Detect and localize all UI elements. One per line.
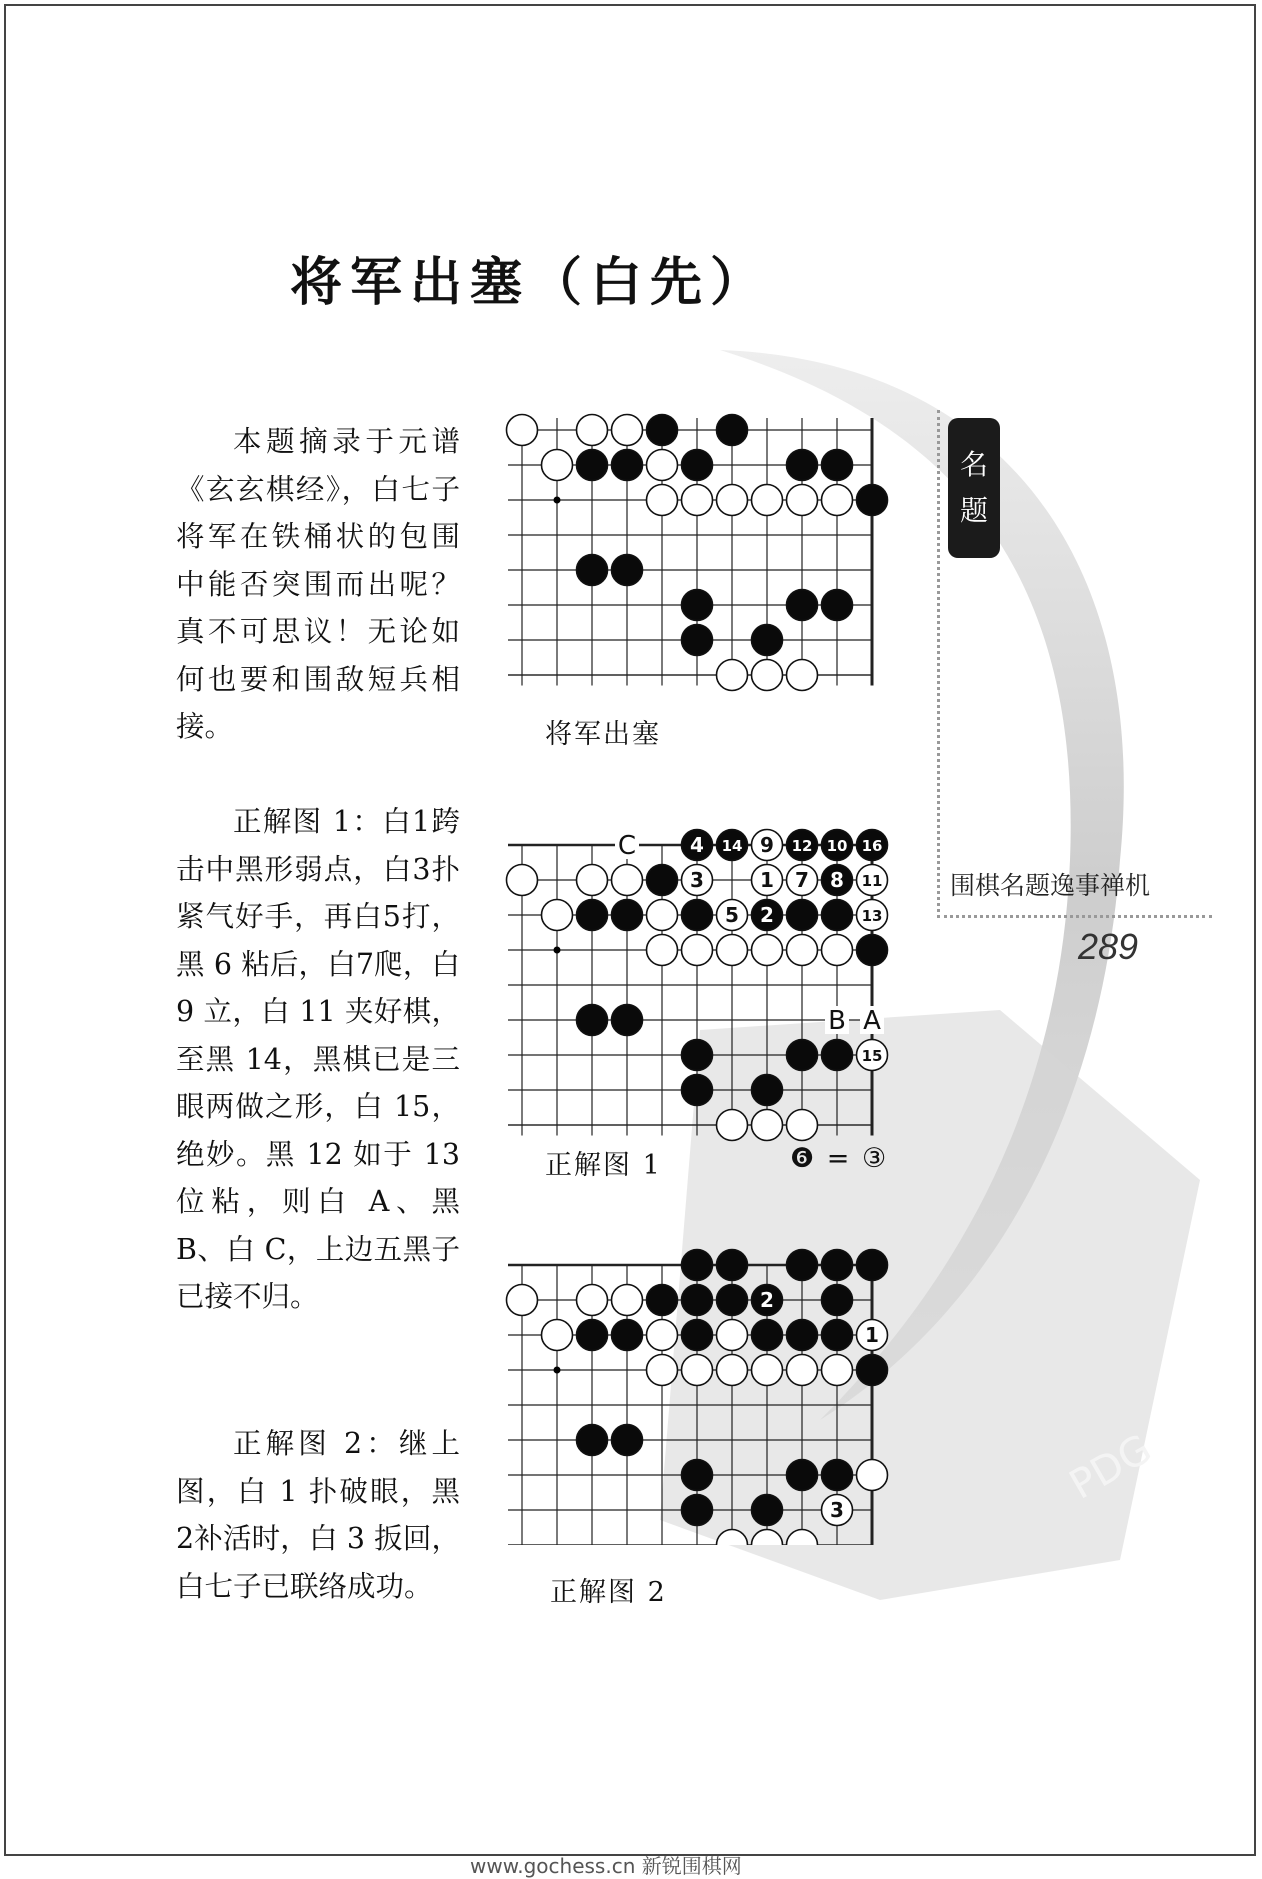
white-stone: [542, 450, 573, 481]
white-stone-numbered: [787, 865, 818, 896]
white-stone: [787, 1355, 818, 1386]
white-stone-numbered: [682, 865, 713, 896]
stone-number: 15: [861, 1047, 883, 1065]
white-stone: [717, 1530, 748, 1546]
white-stone: [717, 485, 748, 516]
white-stone: [752, 935, 783, 966]
white-stone: [577, 865, 608, 896]
stone-number: 16: [861, 837, 883, 855]
go-board-problem: [500, 410, 900, 700]
star-point: [554, 947, 561, 954]
black-stone: [822, 450, 853, 481]
black-stone: [857, 485, 888, 516]
black-stone: [787, 450, 818, 481]
white-stone: [752, 485, 783, 516]
white-stone-numbered: [857, 1320, 888, 1351]
dotted-divider-vertical: [937, 410, 940, 918]
watermark-text: PDG: [1062, 1425, 1160, 1509]
white-stone: [752, 1110, 783, 1141]
white-stone: [542, 900, 573, 931]
black-stone-numbered: [857, 830, 888, 861]
black-stone: [752, 625, 783, 656]
black-stone: [822, 1285, 853, 1316]
white-stone: [787, 935, 818, 966]
black-stone: [577, 1425, 608, 1456]
white-stone: [542, 1320, 573, 1351]
black-stone: [577, 450, 608, 481]
black-stone-numbered: [682, 830, 713, 861]
black-stone: [612, 1005, 643, 1036]
stone-number: 7: [795, 868, 809, 892]
white-stone: [822, 1355, 853, 1386]
black-stone: [682, 900, 713, 931]
diagram-note: ❻ = ③: [790, 1143, 889, 1174]
white-stone: [752, 660, 783, 691]
stone-number: 1: [760, 868, 774, 892]
white-stone: [647, 935, 678, 966]
white-stone: [647, 1355, 678, 1386]
white-stone: [612, 1285, 643, 1316]
black-stone: [787, 590, 818, 621]
board-letter-label: A: [863, 1006, 881, 1036]
white-stone: [717, 660, 748, 691]
black-stone: [752, 1495, 783, 1526]
white-stone-numbered: [752, 830, 783, 861]
white-stone: [822, 935, 853, 966]
black-stone: [577, 1005, 608, 1036]
black-stone-numbered: [752, 1285, 783, 1316]
black-stone: [612, 450, 643, 481]
stone-number: 3: [690, 868, 704, 892]
black-stone: [612, 1320, 643, 1351]
go-board-solution-2: [500, 1245, 900, 1545]
black-stone: [682, 1285, 713, 1316]
white-stone-numbered: [857, 1040, 888, 1071]
white-stone: [507, 865, 538, 896]
black-stone: [647, 1285, 678, 1316]
black-stone: [717, 1250, 748, 1281]
white-stone: [612, 865, 643, 896]
section-tag-char-2: 题: [959, 494, 988, 527]
stone-number: 1: [865, 1323, 879, 1347]
black-stone: [787, 1460, 818, 1491]
diagram-caption: 正解图 2: [550, 1577, 667, 1608]
black-stone: [717, 415, 748, 446]
black-stone: [612, 1425, 643, 1456]
white-stone: [682, 485, 713, 516]
white-stone-numbered: [857, 865, 888, 896]
black-stone-numbered: [822, 865, 853, 896]
black-stone: [822, 1040, 853, 1071]
white-stone-numbered: [717, 900, 748, 931]
stone-number: 9: [760, 833, 774, 857]
solution1-paragraph: 正解图 1：白1跨击中黑形弱点，白3扑紧气好手，再白5打，黑 6 粘后，白7爬，白 9 立，白 11 夹好棋，至黑 14，黑棋已是三眼两做之形，白 15，绝妙。黑 12 如于 13 位粘，则白 A、黑 B、白 C，上边五黑子已接不归。: [176, 805, 460, 1313]
stone-number: 14: [721, 837, 743, 855]
black-stone: [647, 865, 678, 896]
black-stone: [857, 1250, 888, 1281]
black-stone: [717, 1285, 748, 1316]
star-point: [554, 1367, 561, 1374]
stone-number: 5: [725, 903, 739, 927]
white-stone: [822, 485, 853, 516]
page-number: 289: [1078, 926, 1139, 967]
black-stone: [822, 1320, 853, 1351]
black-stone: [682, 1075, 713, 1106]
white-stone-numbered: [857, 900, 888, 931]
white-stone: [787, 485, 818, 516]
white-stone: [507, 1285, 538, 1316]
white-stone-numbered: [752, 865, 783, 896]
black-stone: [682, 1495, 713, 1526]
go-board-solution-1: [500, 825, 900, 1155]
stone-number: 8: [830, 868, 844, 892]
white-stone: [717, 935, 748, 966]
white-stone: [682, 1355, 713, 1386]
stone-number: 2: [760, 1288, 774, 1312]
white-stone: [787, 660, 818, 691]
stone-number: 12: [791, 837, 813, 855]
white-stone: [612, 415, 643, 446]
white-stone: [507, 415, 538, 446]
black-stone-numbered: [717, 830, 748, 861]
white-stone: [647, 450, 678, 481]
stone-number: 11: [861, 872, 883, 890]
black-stone: [682, 1250, 713, 1281]
black-stone-numbered: [752, 900, 783, 931]
white-stone: [717, 1320, 748, 1351]
black-stone: [787, 1320, 818, 1351]
black-stone: [822, 900, 853, 931]
black-stone: [822, 1250, 853, 1281]
black-stone: [752, 1075, 783, 1106]
black-stone: [787, 1040, 818, 1071]
diagram-caption: 正解图 1: [545, 1150, 662, 1181]
board-letter-label: C: [617, 831, 637, 861]
white-stone: [647, 1320, 678, 1351]
black-stone: [577, 1320, 608, 1351]
black-stone: [787, 900, 818, 931]
dotted-divider-horizontal: [937, 915, 1212, 918]
black-stone: [682, 625, 713, 656]
black-stone: [612, 555, 643, 586]
solution2-paragraph: 正解图 2：继上图，白 1 扑破眼，黑 2补活时，白 3 扳回，白七子已联络成功。: [176, 1427, 460, 1603]
white-stone: [647, 900, 678, 931]
black-stone-numbered: [822, 830, 853, 861]
black-stone: [682, 1460, 713, 1491]
black-stone-numbered: [787, 830, 818, 861]
black-stone: [682, 1040, 713, 1071]
white-stone: [717, 1355, 748, 1386]
white-stone: [647, 485, 678, 516]
black-stone: [857, 1355, 888, 1386]
black-stone: [752, 1320, 783, 1351]
black-stone: [647, 415, 678, 446]
star-point: [554, 497, 561, 504]
black-stone: [787, 1250, 818, 1281]
black-stone: [822, 1460, 853, 1491]
diagram-caption: 将军出塞: [545, 719, 661, 750]
white-stone: [787, 1110, 818, 1141]
black-stone: [612, 900, 643, 931]
stone-number: 3: [830, 1498, 844, 1522]
stone-number: 10: [826, 837, 848, 855]
black-stone: [577, 555, 608, 586]
book-title: 围棋名题逸事禅机: [950, 871, 1151, 900]
white-stone: [752, 1530, 783, 1546]
board-letter-label: B: [828, 1006, 846, 1036]
stone-number: 4: [690, 833, 704, 857]
intro-paragraph: 本题摘录于元谱《玄玄棋经》，白七子将军在铁桶状的包围中能否突围而出呢？真不可思议！无论如何也要和围敌短兵相接。: [176, 425, 460, 743]
white-stone: [787, 1530, 818, 1546]
white-stone: [682, 935, 713, 966]
white-stone-numbered: [822, 1495, 853, 1526]
white-stone: [857, 1460, 888, 1491]
stone-number: 13: [861, 907, 883, 925]
white-stone: [577, 415, 608, 446]
page-title: 将军出塞（白先）: [290, 252, 771, 313]
section-tag-char-1: 名: [959, 448, 988, 481]
white-stone: [717, 1110, 748, 1141]
black-stone: [682, 450, 713, 481]
black-stone: [822, 590, 853, 621]
white-stone: [752, 1355, 783, 1386]
black-stone: [682, 1320, 713, 1351]
section-tag: [948, 418, 1000, 558]
black-stone-numbered: [857, 935, 888, 966]
white-stone: [577, 1285, 608, 1316]
stone-number: 2: [760, 903, 774, 927]
site-footer: www.gochess.cn 新锐围棋网: [470, 1854, 742, 1878]
black-stone: [577, 900, 608, 931]
black-stone: [682, 590, 713, 621]
